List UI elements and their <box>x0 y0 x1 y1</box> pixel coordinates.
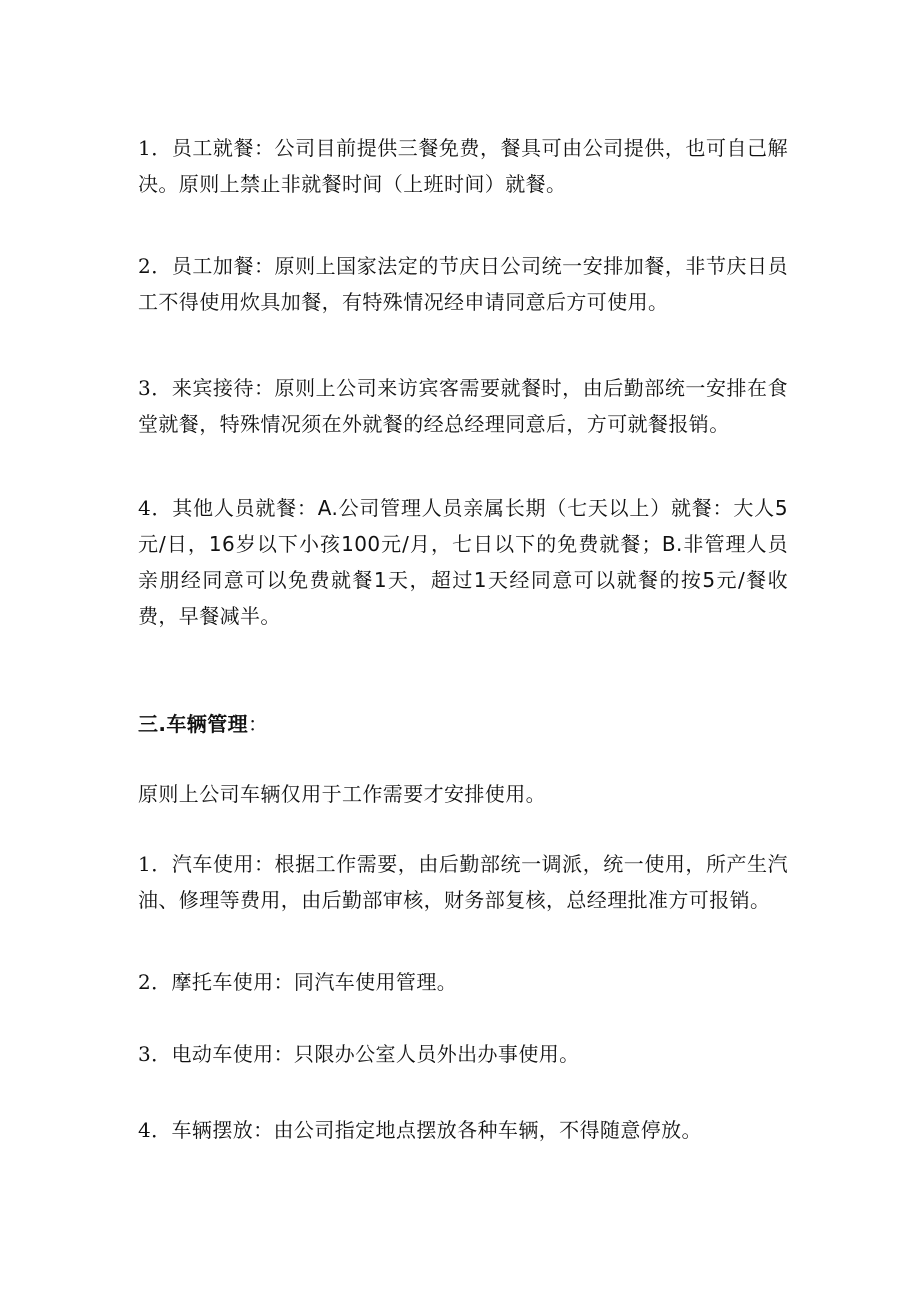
vehicle-item-2 <box>138 964 788 1000</box>
meal-item-2 <box>138 248 788 320</box>
item-number: 2 <box>138 970 152 994</box>
vehicle-item-1 <box>138 846 788 918</box>
item-number: 3 <box>138 1042 152 1066</box>
section-heading-colon: ： <box>248 712 269 736</box>
item-text: ．员工加餐：原则上国家法定的节庆日公司统一安排加餐，非节庆日员工不得使用炊具加餐，有特殊情况经申请同意后方可使用。 <box>138 254 788 314</box>
item-number: 1 <box>138 852 152 876</box>
item-text: ．其他人员就餐：A.公司管理人员亲属长期（七天以上）就餐：大人5元/日，16岁以下小孩100元/月，七日以下的免费就餐；B.非管理人员亲朋经同意可以免费就餐1天，超过1天经同意可以就餐的按5元/餐收费，早餐减半。 <box>138 496 788 628</box>
item-text: ．来宾接待：原则上公司来访宾客需要就餐时，由后勤部统一安排在食堂就餐，特殊情况须在外就餐的经总经理同意后，方可就餐报销。 <box>138 376 788 436</box>
item-number: 3 <box>138 376 152 400</box>
item-text: ．摩托车使用：同汽车使用管理。 <box>151 970 458 994</box>
item-number: 4 <box>138 496 152 520</box>
item-number: 2 <box>138 254 152 278</box>
vehicle-item-4 <box>138 1112 788 1148</box>
item-text: ．汽车使用：根据工作需要，由后勤部统一调派，统一使用，所产生汽油、修理等费用，由后勤部审核，财务部复核，总经理批准方可报销。 <box>138 852 788 912</box>
meal-item-3 <box>138 370 788 442</box>
item-number: 1 <box>138 136 152 160</box>
vehicle-intro: 原则上公司车辆仅用于工作需要才安排使用。 <box>138 782 546 806</box>
item-number: 4 <box>138 1118 152 1142</box>
meal-item-1 <box>138 130 788 202</box>
meal-item-4 <box>138 490 788 634</box>
item-text: ．员工就餐：公司目前提供三餐免费，餐具可由公司提供，也可自己解决。原则上禁止非就餐时间（上班时间）就餐。 <box>138 136 788 196</box>
item-text: ．电动车使用：只限办公室人员外出办事使用。 <box>151 1042 580 1066</box>
section-heading-text: 三.车辆管理 <box>138 712 248 736</box>
vehicle-item-3 <box>138 1036 788 1072</box>
item-text: ．车辆摆放：由公司指定地点摆放各种车辆，不得随意停放。 <box>151 1118 702 1142</box>
section-heading-vehicles <box>138 706 788 742</box>
